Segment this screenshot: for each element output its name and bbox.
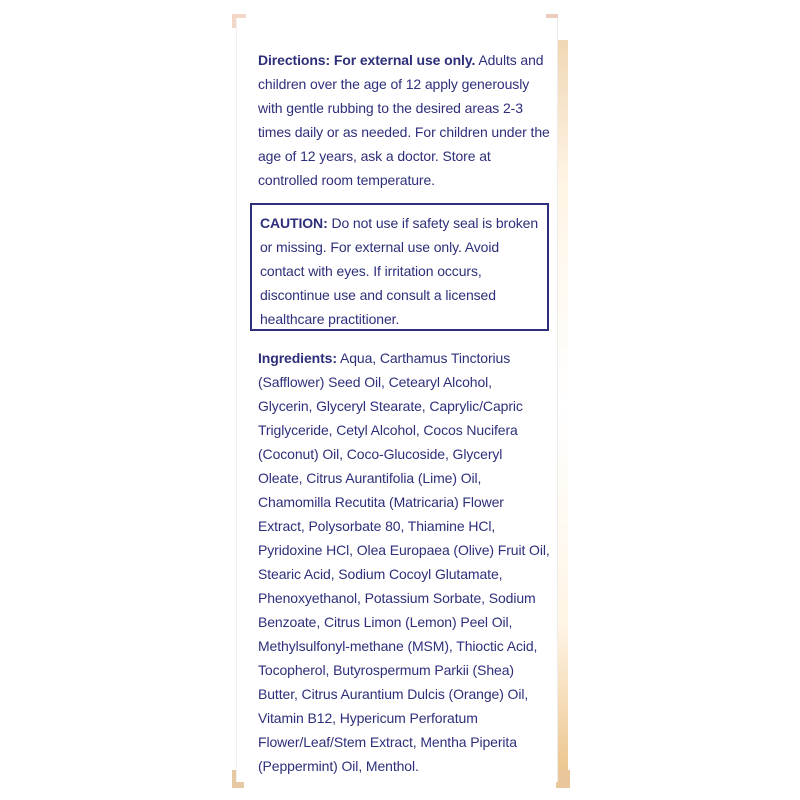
package-side-edge	[558, 40, 568, 770]
caution-text: Do not use if safety seal is broken or missing. For external use only. Avoid contact with eyes. If irritation occurs, discontinue use and consult a licensed healthcare practitioner.	[260, 215, 539, 327]
caution-heading: CAUTION:	[260, 215, 328, 231]
caution-section	[260, 211, 540, 331]
ingredients-heading: Ingredients:	[258, 350, 337, 366]
ingredients-text: Aqua, Carthamus Tinctorius (Safflower) Seed Oil, Cetearyl Alcohol, Glycerin, Glyceryl Stearate, Caprylic/Capric Triglyceride, Cetyl Alcohol, Cocos Nucifera (Coconut) Oil, Coco-Glucoside, Glyceryl Oleate, Citrus Aurantifolia (Lime) Oil, Chamomilla Recutita (Matricaria) Flower Extract, Polysorbate 80, Thiamine HCl, Pyridoxine HCl, Olea Europaea (Olive) Fruit Oil, Stearic Acid, Sodium Cocoyl Glutamate, Phenoxyethanol, Potassium Sorbate, Sodium Benzoate, Citrus Limon (Lemon) Peel Oil, Methylsulfonyl-methane (MSM), Thioctic Acid, Tocopherol, Butyrospermum Parkii (Shea) Butter, Citrus Aurantium Dulcis (Orange) Oil, Vitamin B12, Hypericum Perforatum Flower/Leaf/Stem Extract, Mentha Piperita (Peppermint) Oil, Menthol.	[258, 350, 550, 774]
directions-text: Adults and children over the age of 12 apply generously with gentle rubbing to the desired areas 2-3 times daily or as needed. For children under the age of 12 years, ask a doctor. Store at controlled room temperature.	[258, 52, 550, 188]
caution-box	[250, 203, 549, 331]
package-edge-bottom-right	[556, 770, 570, 788]
directions-heading: Directions: For external use only.	[258, 52, 476, 68]
ingredients-section	[258, 346, 550, 778]
directions-section	[258, 48, 550, 192]
